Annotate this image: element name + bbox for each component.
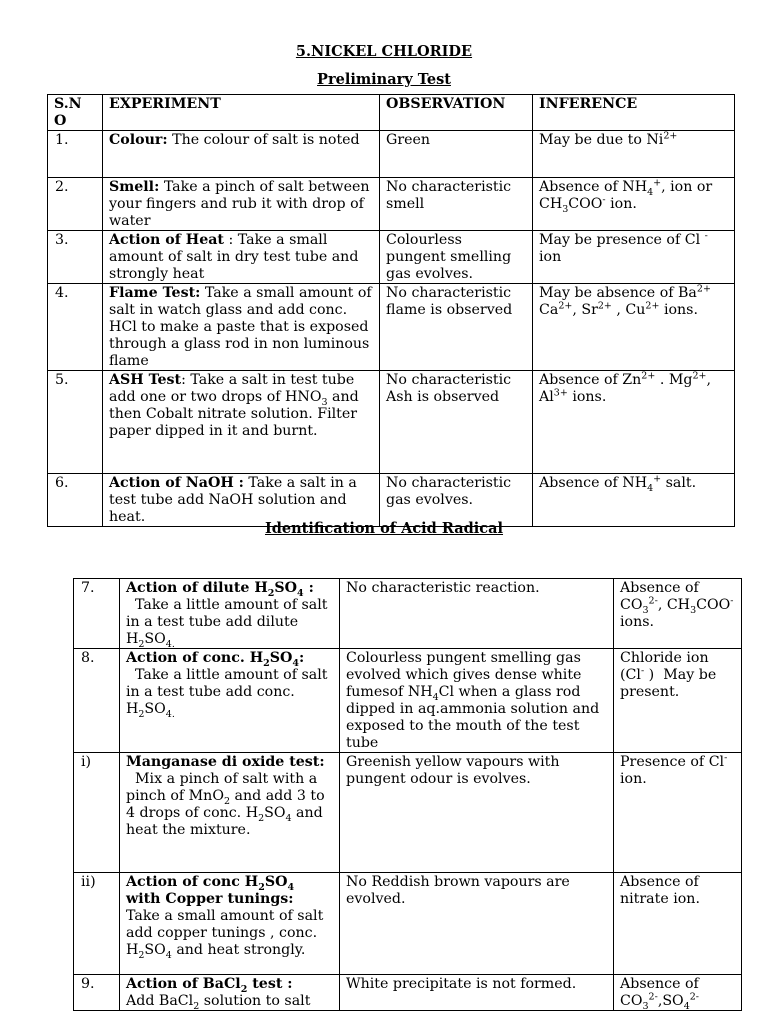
observation-cell: White precipitate is not formed.	[340, 975, 614, 1011]
table-row	[74, 649, 742, 753]
sno-cell: 9.	[74, 975, 120, 1011]
preliminary-test-table	[47, 94, 735, 527]
inference-cell: Absence of $NH_4^+$, ion or $CH_3COO^-$ ion.	[533, 178, 735, 231]
acid-radical-table	[73, 578, 742, 1011]
preliminary-heading: Preliminary Test	[317, 71, 451, 88]
sno-cell: 1.	[48, 131, 103, 178]
inference-cell: May be due to $Ni^{2+}$	[533, 131, 735, 178]
inference-cell: Absence of $CO_3^{2-}$, $CH_3COO^-$ ions.	[614, 579, 742, 649]
sno-cell: 8.	[74, 649, 120, 753]
sno-cell: 7.	[74, 579, 120, 649]
header-observation: OBSERVATION	[380, 95, 533, 131]
table-header-row	[48, 95, 735, 131]
experiment-cell: Action of NaOH : Take a salt in a test tube add NaOH solution and heat.	[103, 474, 380, 527]
table-row	[48, 131, 735, 178]
observation-cell: No characteristic gas evolves.	[380, 474, 533, 527]
table-row	[74, 873, 742, 975]
observation-cell: Colourless pungent smelling gas evolved which gives dense white fumesof $NH_4Cl$ when a glass rod dipped in aq.ammonia solution and exposed to the mouth of the test tube	[340, 649, 614, 753]
experiment-cell: Manganase di oxide test: Mix a pinch of salt with a pinch of MnO$_2$ and add 3 to 4 drops of conc. $H_2SO_4$ and heat the mixture.	[120, 753, 340, 873]
table-row	[48, 371, 735, 474]
table-row	[74, 579, 742, 649]
inference-cell: Absence of nitrate ion.	[614, 873, 742, 975]
observation-cell: No characteristic Ash is observed	[380, 371, 533, 474]
experiment-cell: Action of BaCl$_2$ test : Add BaCl$_2$ solution to salt	[120, 975, 340, 1011]
page-title: 5.NICKEL CHLORIDE	[295, 43, 473, 60]
inference-cell: Absence of $CO_3^{2-},SO_4^{2-}$	[614, 975, 742, 1011]
header-inference: INFERENCE	[533, 95, 735, 131]
table-row	[48, 231, 735, 284]
sno-cell: ii)	[74, 873, 120, 975]
experiment-cell: Action of conc. $H_2SO_4$: Take a little amount of salt in a test tube add conc. $H_2SO_{4.}$	[120, 649, 340, 753]
inference-cell: Presence of Cl- ion.	[614, 753, 742, 873]
inference-cell: May be absence of $Ba^{2+}$ $Ca^{2+}$, $Sr^{2+}$ , $Cu^{2+}$ ions.	[533, 284, 735, 371]
observation-cell: No characteristic flame is observed	[380, 284, 533, 371]
experiment-cell: Colour: The colour of salt is noted	[103, 131, 380, 178]
table-row	[74, 975, 742, 1011]
table-row	[74, 753, 742, 873]
table-row	[48, 284, 735, 371]
inference-cell: May be presence of Cl -ion	[533, 231, 735, 284]
observation-cell: No characteristic smell	[380, 178, 533, 231]
header-experiment: EXPERIMENT	[103, 95, 380, 131]
sno-cell: 3.	[48, 231, 103, 284]
header-sno: S.N O	[48, 95, 103, 131]
observation-cell: No characteristic reaction.	[340, 579, 614, 649]
experiment-cell: ASH Test: Take a salt in test tube add one or two drops of $HNO_3$ and then Cobalt nitrate solution. Filter paper dipped in it and burnt.	[103, 371, 380, 474]
experiment-cell: Flame Test: Take a small amount of salt in watch glass and add conc. HCl to make a paste that is exposed through a glass rod in non luminous flame	[103, 284, 380, 371]
experiment-cell: Smell: Take a pinch of salt between your fingers and rub it with drop of water	[103, 178, 380, 231]
observation-cell: Green	[380, 131, 533, 178]
sno-cell: i)	[74, 753, 120, 873]
experiment-cell: Action of conc $H_2SO_4$ with Copper tunings: Take a small amount of salt add copper tunings , conc. $H_2SO_4$ and heat strongly.	[120, 873, 340, 975]
observation-cell: Colourless pungent smelling gas evolves.	[380, 231, 533, 284]
table-row	[48, 474, 735, 527]
experiment-cell: Action of Heat : Take a small amount of salt in dry test tube and strongly heat	[103, 231, 380, 284]
inference-cell: Absence of $NH_4^+$ salt.	[533, 474, 735, 527]
sno-cell: 4.	[48, 284, 103, 371]
inference-cell: Chloride ion (Cl- ) May be present.	[614, 649, 742, 753]
inference-cell: Absence of $Zn^{2+}$ . $Mg^{2+}$, $Al^{3+}$ ions.	[533, 371, 735, 474]
acid-radical-heading: Identification of Acid Radical	[264, 520, 504, 537]
sno-cell: 2.	[48, 178, 103, 231]
observation-cell: Greenish yellow vapours with pungent odour is evolves.	[340, 753, 614, 873]
sno-cell: 6.	[48, 474, 103, 527]
observation-cell: No Reddish brown vapours are evolved.	[340, 873, 614, 975]
table-row	[48, 178, 735, 231]
sno-cell: 5.	[48, 371, 103, 474]
experiment-cell: Action of dilute $H_2SO_4$ : Take a little amount of salt in a test tube add dilute $H_2SO_{4.}$	[120, 579, 340, 649]
